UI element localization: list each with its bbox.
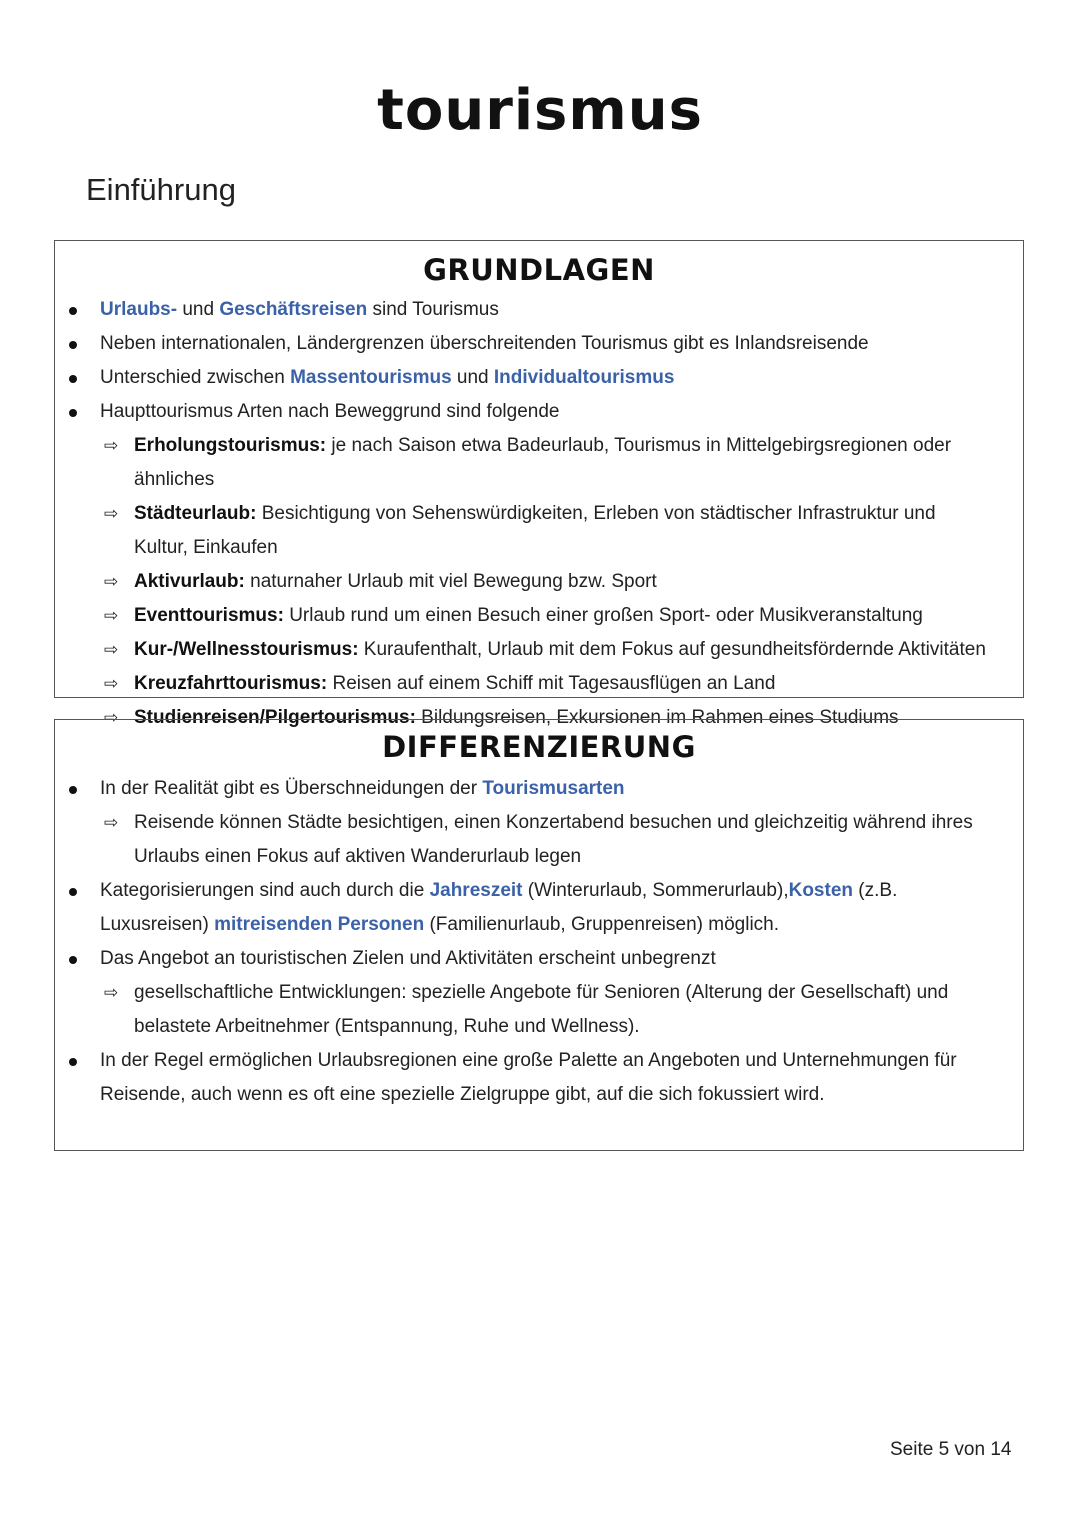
highlight-term: Tourismusarten bbox=[482, 778, 625, 799]
arrow-icon: ⇨ bbox=[104, 606, 119, 625]
sub-list-item bbox=[55, 497, 993, 565]
text: und bbox=[451, 367, 494, 388]
highlight-term: Kosten bbox=[788, 880, 854, 901]
text: und bbox=[177, 299, 220, 320]
text: In der Regel ermöglichen Urlaubsregionen eine große Palette an Angeboten und Unternehmungen für Reisende, auch wenn es oft eine spezielle Zielgruppe gibt, auf die sich fokussiert wird. bbox=[100, 1050, 957, 1105]
sub-list-item bbox=[55, 976, 993, 1044]
arrow-icon: ⇨ bbox=[104, 708, 119, 727]
text: (Familienurlaub, Gruppenreisen) möglich. bbox=[424, 914, 780, 935]
list-item bbox=[55, 1044, 993, 1112]
highlight-term: Urlaubs- bbox=[100, 299, 178, 320]
term: Aktivurlaub: bbox=[134, 571, 245, 592]
arrow-icon: ⇨ bbox=[104, 813, 119, 832]
sub-list-item bbox=[55, 667, 993, 701]
text: Kategorisierungen sind auch durch die bbox=[100, 880, 430, 901]
section-grundlagen bbox=[54, 240, 1024, 728]
highlight-term: mitreisenden Personen bbox=[214, 914, 425, 935]
text: Unterschied zwischen bbox=[100, 367, 291, 388]
sub-list-item bbox=[55, 565, 993, 599]
document-subtitle: Einführung bbox=[86, 172, 236, 207]
term: Kreuzfahrttourismus: bbox=[134, 673, 328, 694]
list-item bbox=[55, 361, 993, 395]
section-content bbox=[55, 293, 1023, 735]
list-item bbox=[55, 327, 993, 361]
text: Bildungsreisen, Exkursionen im Rahmen eines Studiums bbox=[415, 707, 899, 728]
text: Urlaub rund um einen Besuch einer großen Sport- oder Musikveranstaltung bbox=[283, 605, 923, 626]
arrow-icon: ⇨ bbox=[104, 504, 119, 523]
term: Erholungstourismus: bbox=[134, 435, 327, 456]
highlight-term: Geschäftsreisen bbox=[219, 299, 368, 320]
arrow-icon: ⇨ bbox=[104, 983, 119, 1002]
arrow-icon: ⇨ bbox=[104, 674, 119, 693]
text: (z.B. Luxusreisen) bbox=[100, 880, 898, 935]
text: naturnaher Urlaub mit viel Bewegung bzw. Sport bbox=[244, 571, 657, 592]
text: Besichtigung von Sehenswürdigkeiten, Erleben von städtischer Infrastruktur und Kultur, Einkaufen bbox=[134, 503, 936, 558]
section-title: GRUNDLAGEN bbox=[423, 253, 655, 287]
text: In der Realität gibt es Überschneidungen der bbox=[100, 778, 483, 799]
highlight-term: Massentourismus bbox=[290, 367, 452, 388]
list-item bbox=[55, 942, 993, 976]
arrow-icon: ⇨ bbox=[104, 640, 119, 659]
text: Neben internationalen, Ländergrenzen überschreitenden Tourismus gibt es Inlandsreisende bbox=[100, 333, 869, 354]
text: Haupttourismus Arten nach Beweggrund sind folgende bbox=[100, 401, 560, 422]
section-differenzierung bbox=[54, 719, 1024, 1151]
list-item bbox=[55, 293, 993, 327]
text: je nach Saison etwa Badeurlaub, Tourismus in Mittelgebirgsregionen oder ähnliches bbox=[134, 435, 952, 490]
term: Kur-/Wellnesstourismus: bbox=[134, 639, 359, 660]
section-title: DIFFERENZIERUNG bbox=[382, 730, 696, 764]
page-number: Seite 5 von 14 bbox=[890, 1439, 1012, 1460]
document-title: tourismus bbox=[377, 78, 703, 143]
term: Studienreisen/Pilgertourismus: bbox=[134, 707, 416, 728]
text: sind Tourismus bbox=[367, 299, 499, 320]
text: (Winterurlaub, Sommerurlaub), bbox=[522, 880, 789, 901]
sub-list-item bbox=[55, 599, 993, 633]
arrow-icon: ⇨ bbox=[104, 436, 119, 455]
highlight-term: Jahreszeit bbox=[429, 880, 523, 901]
arrow-icon: ⇨ bbox=[104, 572, 119, 591]
sub-list-item bbox=[55, 633, 993, 667]
term: Eventtourismus: bbox=[134, 605, 284, 626]
section-content bbox=[55, 772, 1023, 1112]
text: gesellschaftliche Entwicklungen: spezielle Angebote für Senioren (Alterung der Gesellschaft) und belastete Arbeitnehmer (Entspannung, Ruhe und Wellness). bbox=[134, 982, 949, 1037]
text: Reisen auf einem Schiff mit Tagesausflügen an Land bbox=[327, 673, 776, 694]
sub-list-item bbox=[55, 429, 993, 497]
list-item bbox=[55, 874, 993, 942]
term: Städteurlaub: bbox=[134, 503, 257, 524]
text: Kuraufenthalt, Urlaub mit dem Fokus auf gesundheitsfördernde Aktivitäten bbox=[358, 639, 986, 660]
sub-list-item bbox=[55, 806, 993, 874]
text: Das Angebot an touristischen Zielen und Aktivitäten erscheint unbegrenzt bbox=[100, 948, 716, 969]
list-item bbox=[55, 772, 993, 806]
text: Reisende können Städte besichtigen, einen Konzertabend besuchen und gleichzeitig während ihres Urlaubs einen Fokus auf aktiven Wanderurlaub legen bbox=[134, 812, 973, 867]
list-item bbox=[55, 395, 993, 429]
highlight-term: Individualtourismus bbox=[493, 367, 675, 388]
